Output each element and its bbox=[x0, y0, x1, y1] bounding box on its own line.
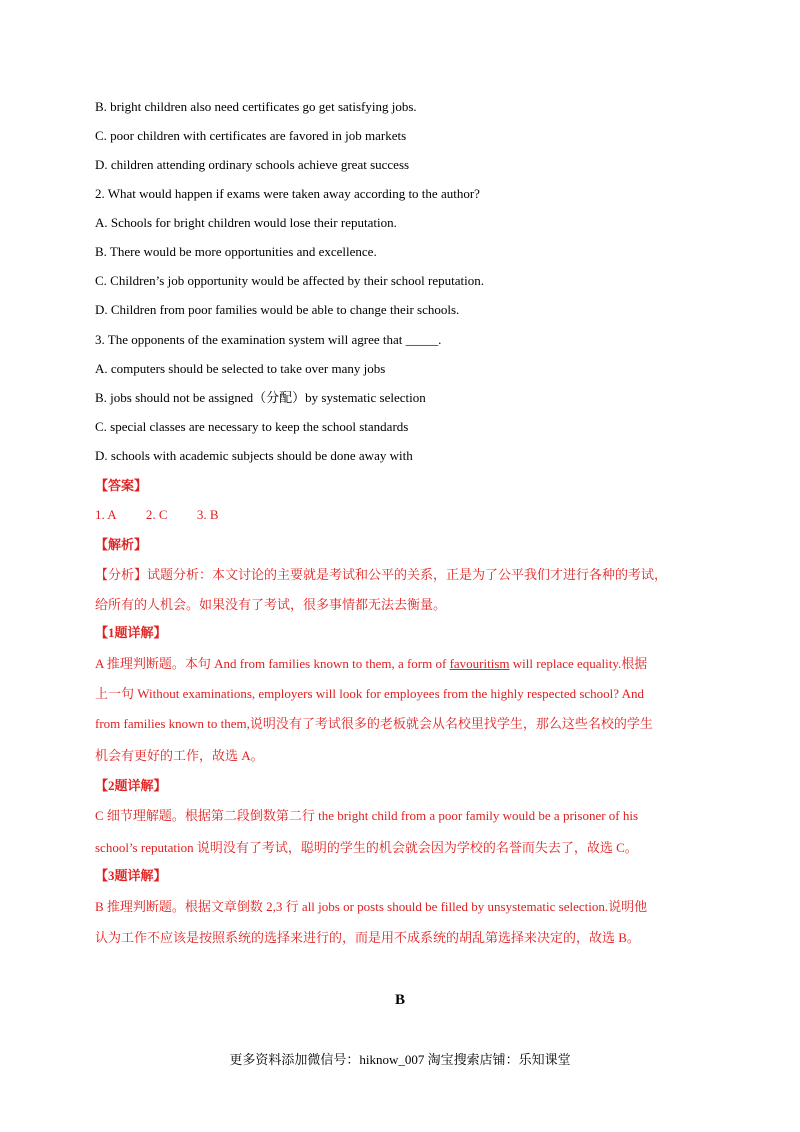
analysis-overview-line-1: 【分析】试题分析：本文讨论的主要就是考试和公平的关系，正是为了公平我们才进行各种的考试， bbox=[95, 567, 668, 582]
detail-2-line-2: school’s reputation 说明没有了考试，聪明的学生的机会就会因为学校的名誉而失去了，故选 C。 bbox=[95, 840, 638, 855]
detail-1-line-2: 上一句 Without examinations, employers will look for employees from the highly respected school? And bbox=[95, 686, 644, 701]
detail-1-line-4: 机会有更好的工作，故选 A。 bbox=[95, 748, 264, 763]
detail-2-heading: 【2题详解】 bbox=[95, 778, 167, 793]
q2-option-b: B. There would be more opportunities and excellence. bbox=[95, 244, 377, 259]
detail-1-heading: 【1题详解】 bbox=[95, 625, 167, 640]
q1-option-d: D. children attending ordinary schools achieve great success bbox=[95, 157, 410, 172]
analysis-overview-line-2: 给所有的人机会。如果没有了考试，很多事情都无法去衡量。 bbox=[95, 597, 447, 612]
detail-1-line-1a: A 推理判断题。本句 And from families known to them, a form of bbox=[95, 656, 450, 671]
detail-3-line-1: B 推理判断题。根据文章倒数 2,3 行 all jobs or posts should be filled by unsystematic selection.说明他 bbox=[95, 899, 648, 914]
q3-option-d: D. schools with academic subjects should be done away with bbox=[95, 448, 413, 463]
q3-option-b: B. jobs should not be assigned（分配）by systematic selection bbox=[95, 390, 426, 405]
answer-2: 2. C bbox=[145, 507, 168, 522]
detail-2-line-1: C 细节理解题。根据第二段倒数第二行 the bright child from a poor family would be a prisoner of his bbox=[95, 808, 639, 823]
answer-line bbox=[95, 507, 219, 523]
q1-option-c: C. poor children with certificates are favored in job markets bbox=[95, 128, 407, 143]
favouritism-underlined: favouritism bbox=[449, 656, 510, 671]
analysis-heading: 【解析】 bbox=[95, 537, 148, 552]
section-b-heading: B bbox=[394, 992, 405, 1008]
detail-3-heading: 【3题详解】 bbox=[95, 868, 167, 883]
answer-3: 3. B bbox=[196, 507, 219, 522]
answer-heading: 【答案】 bbox=[95, 478, 148, 493]
q3-option-c: C. special classes are necessary to keep the school standards bbox=[95, 419, 409, 434]
page-footer: 更多资料添加微信号：hiknow_007 淘宝搜索店铺：乐知课堂 bbox=[229, 1052, 571, 1067]
q3-stem: 3. The opponents of the examination system will agree that _____. bbox=[95, 332, 442, 347]
q3-option-a: A. computers should be selected to take over many jobs bbox=[95, 361, 386, 376]
q1-option-b: B. bright children also need certificates go get satisfying jobs. bbox=[95, 99, 417, 114]
answer-1: 1. A bbox=[95, 507, 117, 522]
q2-option-c: C. Children’s job opportunity would be affected by their school reputation. bbox=[95, 273, 484, 288]
detail-1-line-1b: will replace equality.根据 bbox=[509, 656, 648, 671]
detail-1-line-3: from families known to them,说明没有了考试很多的老板就会从名校里找学生，那么这些名校的学生 bbox=[95, 716, 653, 731]
detail-1-line-1 bbox=[95, 656, 647, 672]
q2-stem: 2. What would happen if exams were taken away according to the author? bbox=[95, 186, 480, 201]
q2-option-a: A. Schools for bright children would lose their reputation. bbox=[95, 215, 397, 230]
q2-option-d: D. Children from poor families would be able to change their schools. bbox=[95, 302, 460, 317]
detail-3-line-2: 认为工作不应该是按照系统的选择来进行的，而是用不成系统的胡乱第选择来决定的，故选 B。 bbox=[95, 930, 640, 945]
